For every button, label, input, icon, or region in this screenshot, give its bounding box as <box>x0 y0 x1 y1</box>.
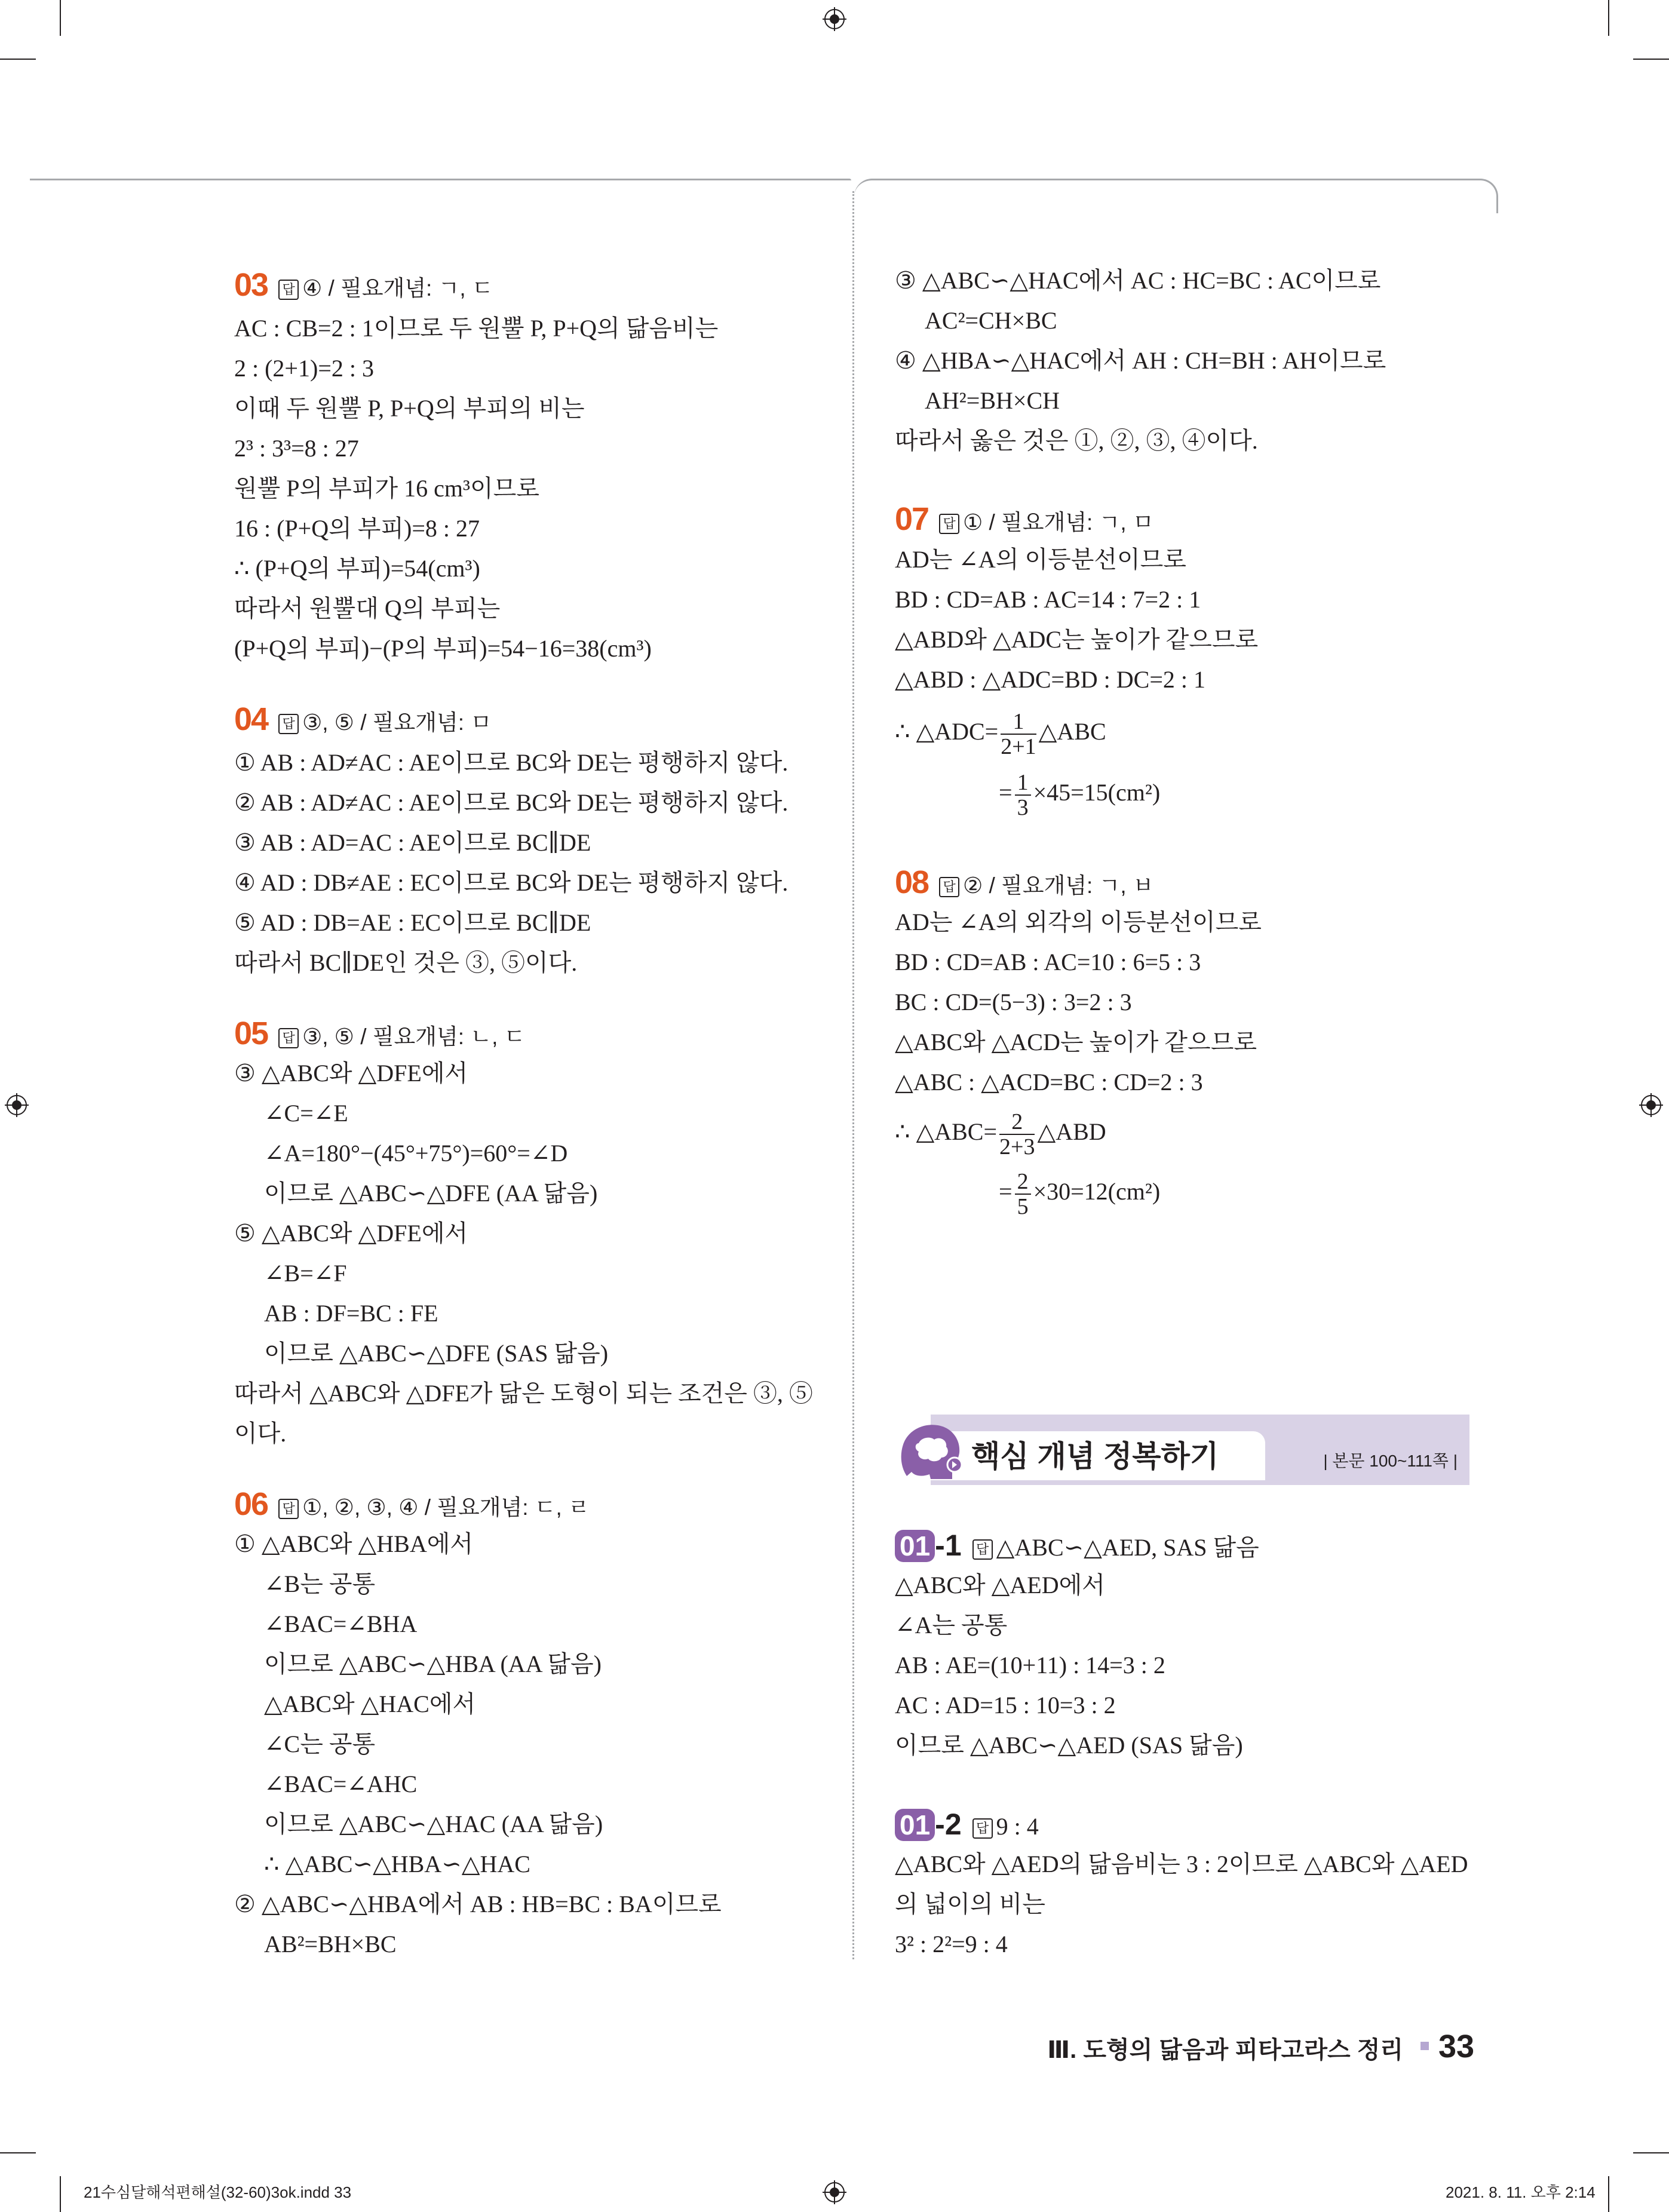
answer-text: ④ / 필요개념: ㄱ, ㄷ <box>302 276 493 300</box>
fraction: $\frac{1}{2+1}$ <box>1001 708 1036 759</box>
solution-line: 원뿔 P의 부피가 16 cm³이므로 <box>234 475 539 502</box>
subquestion-number: 01 -1 <box>895 1529 962 1562</box>
solution-line: 따라서 △ABC와 △DFE가 닮은 도형이 되는 조건은 ③, ⑤ <box>234 1380 813 1407</box>
answer-text: △ABC∽△AED, SAS 닮음 <box>996 1534 1259 1561</box>
separator-square <box>1421 2042 1429 2050</box>
solution-line: △ABC와 △AED의 닮음비는 3 : 2이므로 △ABC와 △AED <box>895 1851 1468 1877</box>
solution-line: ④ △HBA∽△HAC에서 AH : CH=BH : AH이므로 <box>895 347 1386 374</box>
answer-box-icon: 답 <box>278 1499 299 1519</box>
chapter-title: Ⅲ. 도형의 닮음과 피타고라스 정리 <box>1047 2037 1403 2063</box>
answer-text: 9 : 4 <box>996 1813 1039 1840</box>
solution-line: 이므로 △ABC∽△AED (SAS 닮음) <box>895 1732 1243 1759</box>
subquestion-badge: 01 <box>895 1530 935 1562</box>
question-number: 03 <box>234 267 268 303</box>
fraction: $\frac{2}{5}$ <box>1015 1170 1031 1219</box>
question-number: 04 <box>234 701 268 737</box>
header-rule <box>30 179 851 180</box>
file-slug: 21수심달해석편해설(32-60)3ok.indd 33 <box>84 2183 352 2201</box>
solution-line: AD는 ∠A의 이등분선이므로 <box>895 546 1186 573</box>
solution-line: AH²=BH×CH <box>925 387 1060 414</box>
solution-line: AB : AE=(10+11) : 14=3 : 2 <box>895 1652 1165 1679</box>
fraction-line: = $\frac{2}{5}$ ×30=12(cm²) <box>999 1168 1161 1219</box>
answer-text: ③, ⑤ / 필요개념: ㄴ, ㄷ <box>302 1024 526 1049</box>
crop-mark <box>60 0 61 36</box>
solution-line: ∴ △ABC∽△HBA∽△HAC <box>264 1851 530 1877</box>
crop-mark <box>0 59 36 60</box>
registration-mark-icon <box>823 7 846 31</box>
crop-mark <box>60 2176 61 2212</box>
solution-line: 이므로 △ABC∽△DFE (SAS 닮음) <box>264 1340 609 1367</box>
solution-line: ∠A=180°−(45°+75°)=60°=∠D <box>264 1140 568 1167</box>
question-header <box>895 503 1154 539</box>
print-date: 2021. 8. 11. 오후 2:14 <box>1446 2183 1596 2201</box>
page-number: 33 <box>1438 2029 1475 2064</box>
solution-line: ④ AD : DB≠AE : EC이므로 BC와 DE는 평행하지 않다. <box>234 869 789 896</box>
fraction: $\frac{2}{2+3}$ <box>999 1109 1035 1159</box>
solution-line: △ABC와 △AED에서 <box>895 1572 1105 1599</box>
solution-line: ∠C는 공통 <box>264 1731 376 1757</box>
solution-line: AB : DF=BC : FE <box>264 1300 438 1327</box>
answer-box-icon: 답 <box>939 877 959 897</box>
fraction-line: ∴ △ADC= $\frac{1}{2+1}$ △ABC <box>895 708 1106 759</box>
answer-text: ①, ②, ③, ④ / 필요개념: ㄷ, ㄹ <box>302 1495 590 1520</box>
registration-mark-icon <box>5 1093 29 1117</box>
solution-line: 16 : (P+Q의 부피)=8 : 27 <box>234 515 480 542</box>
column-divider <box>852 191 854 1959</box>
answer-text: ③, ⑤ / 필요개념: ㅁ <box>302 710 492 735</box>
solution-line: ∠BAC=∠AHC <box>264 1771 418 1797</box>
crop-mark <box>1633 59 1669 60</box>
section-banner <box>895 1415 1469 1485</box>
solution-line: AB²=BH×BC <box>264 1931 397 1958</box>
solution-line: BD : CD=AB : AC=10 : 6=5 : 3 <box>895 949 1201 975</box>
question-header <box>234 269 493 305</box>
solution-line: 이때 두 원뿔 P, P+Q의 부피의 비는 <box>234 395 585 422</box>
solution-line: 의 넓이의 비는 <box>895 1891 1045 1918</box>
solution-line: AC : AD=15 : 10=3 : 2 <box>895 1692 1116 1719</box>
solution-line: AC : CB=2 : 1이므로 두 원뿔 P, P+Q의 닮음비는 <box>234 315 719 342</box>
solution-line: △ABC와 △ACD는 높이가 같으므로 <box>895 1029 1257 1056</box>
header-rule <box>854 179 1498 213</box>
solution-line: ∠B=∠F <box>264 1260 347 1287</box>
crop-mark <box>1608 0 1609 36</box>
fraction: $\frac{1}{3}$ <box>1015 771 1031 820</box>
solution-line: 따라서 옳은 것은 ①, ②, ③, ④이다. <box>895 427 1258 454</box>
solution-line: 따라서 BC∥DE인 것은 ③, ⑤이다. <box>234 949 578 976</box>
banner-page-ref: | 본문 100~111쪽 | <box>1323 1452 1458 1470</box>
solution-line: 이므로 △ABC∽△HAC (AA 닮음) <box>264 1811 603 1837</box>
brain-head-icon <box>895 1419 967 1485</box>
solution-line: 2³ : 3³=8 : 27 <box>234 435 359 462</box>
subquestion-header <box>895 1808 1039 1843</box>
answer-box-icon: 답 <box>278 1028 299 1048</box>
question-header <box>895 866 1154 902</box>
solution-line: ∠BAC=∠BHA <box>264 1610 418 1637</box>
question-header <box>234 703 492 739</box>
question-number: 05 <box>234 1016 268 1051</box>
subquestion-badge: 01 <box>895 1809 935 1841</box>
fraction-line: = $\frac{1}{3}$ ×45=15(cm²) <box>999 769 1161 820</box>
solution-line: ③ △ABC∽△HAC에서 AC : HC=BC : AC이므로 <box>895 267 1381 294</box>
question-number: 07 <box>895 501 929 537</box>
solution-line: ⑤ △ABC와 △DFE에서 <box>234 1220 468 1247</box>
registration-mark-icon <box>1639 1093 1663 1117</box>
crop-mark <box>0 2152 36 2153</box>
answer-box-icon: 답 <box>939 514 959 534</box>
solution-line: ⑤ AD : DB=AE : EC이므로 BC∥DE <box>234 909 591 936</box>
solution-line: △ABD : △ADC=BD : DC=2 : 1 <box>895 666 1206 693</box>
crop-mark <box>1633 2152 1669 2153</box>
answer-box-icon: 답 <box>278 714 299 734</box>
solution-line: BD : CD=AB : AC=14 : 7=2 : 1 <box>895 586 1201 613</box>
solution-line: △ABD와 △ADC는 높이가 같으므로 <box>895 626 1259 653</box>
subquestion-number: 01 -2 <box>895 1808 962 1841</box>
solution-line: AC²=CH×BC <box>925 307 1057 334</box>
solution-line: BC : CD=(5−3) : 3=2 : 3 <box>895 989 1132 1016</box>
solution-line: 2 : (2+1)=2 : 3 <box>234 355 374 382</box>
solution-line: ∴ (P+Q의 부피)=54(cm³) <box>234 555 480 582</box>
solution-line: △ABC : △ACD=BC : CD=2 : 3 <box>895 1069 1203 1096</box>
subquestion-header <box>895 1529 1259 1564</box>
question-header <box>234 1488 590 1524</box>
solution-line: ① △ABC와 △HBA에서 <box>234 1530 474 1557</box>
banner-title: 핵심 개념 정복하기 <box>971 1440 1219 1473</box>
answer-box-icon: 답 <box>972 1818 993 1839</box>
answer-box-icon: 답 <box>278 280 299 300</box>
solution-line: (P+Q의 부피)−(P의 부피)=54−16=38(cm³) <box>234 635 652 662</box>
solution-line: 이므로 △ABC∽△DFE (AA 닮음) <box>264 1180 598 1207</box>
fraction-line: ∴ △ABC= $\frac{2}{2+3}$ △ABD <box>895 1109 1106 1159</box>
answer-box-icon: 답 <box>972 1539 993 1560</box>
solution-line: 이므로 △ABC∽△HBA (AA 닮음) <box>264 1650 602 1677</box>
solution-line: AD는 ∠A의 외각의 이등분선이므로 <box>895 909 1262 935</box>
question-number: 08 <box>895 864 929 900</box>
solution-line: ∠C=∠E <box>264 1100 348 1127</box>
crop-mark <box>1608 2176 1609 2212</box>
solution-line: ② △ABC∽△HBA에서 AB : HB=BC : BA이므로 <box>234 1891 722 1918</box>
solution-line: ∠A는 공통 <box>895 1612 1008 1639</box>
answer-text: ② / 필요개념: ㄱ, ㅂ <box>963 873 1154 898</box>
solution-line: ∠B는 공통 <box>264 1570 376 1597</box>
solution-line: △ABC와 △HAC에서 <box>264 1691 476 1717</box>
solution-line: ① AB : AD≠AC : AE이므로 BC와 DE는 평행하지 않다. <box>234 749 789 776</box>
solution-line: 3² : 2²=9 : 4 <box>895 1931 1008 1958</box>
solution-line: ③ AB : AD=AC : AE이므로 BC∥DE <box>234 829 591 856</box>
solution-line: 이다. <box>234 1420 287 1447</box>
question-header <box>234 1017 525 1053</box>
solution-line: 따라서 원뿔대 Q의 부피는 <box>234 595 501 622</box>
solution-line: ③ △ABC와 △DFE에서 <box>234 1060 468 1087</box>
solution-line: ② AB : AD≠AC : AE이므로 BC와 DE는 평행하지 않다. <box>234 789 789 816</box>
answer-text: ① / 필요개념: ㄱ, ㅁ <box>963 510 1154 535</box>
question-number: 06 <box>234 1486 268 1522</box>
registration-mark-icon <box>823 2180 846 2204</box>
